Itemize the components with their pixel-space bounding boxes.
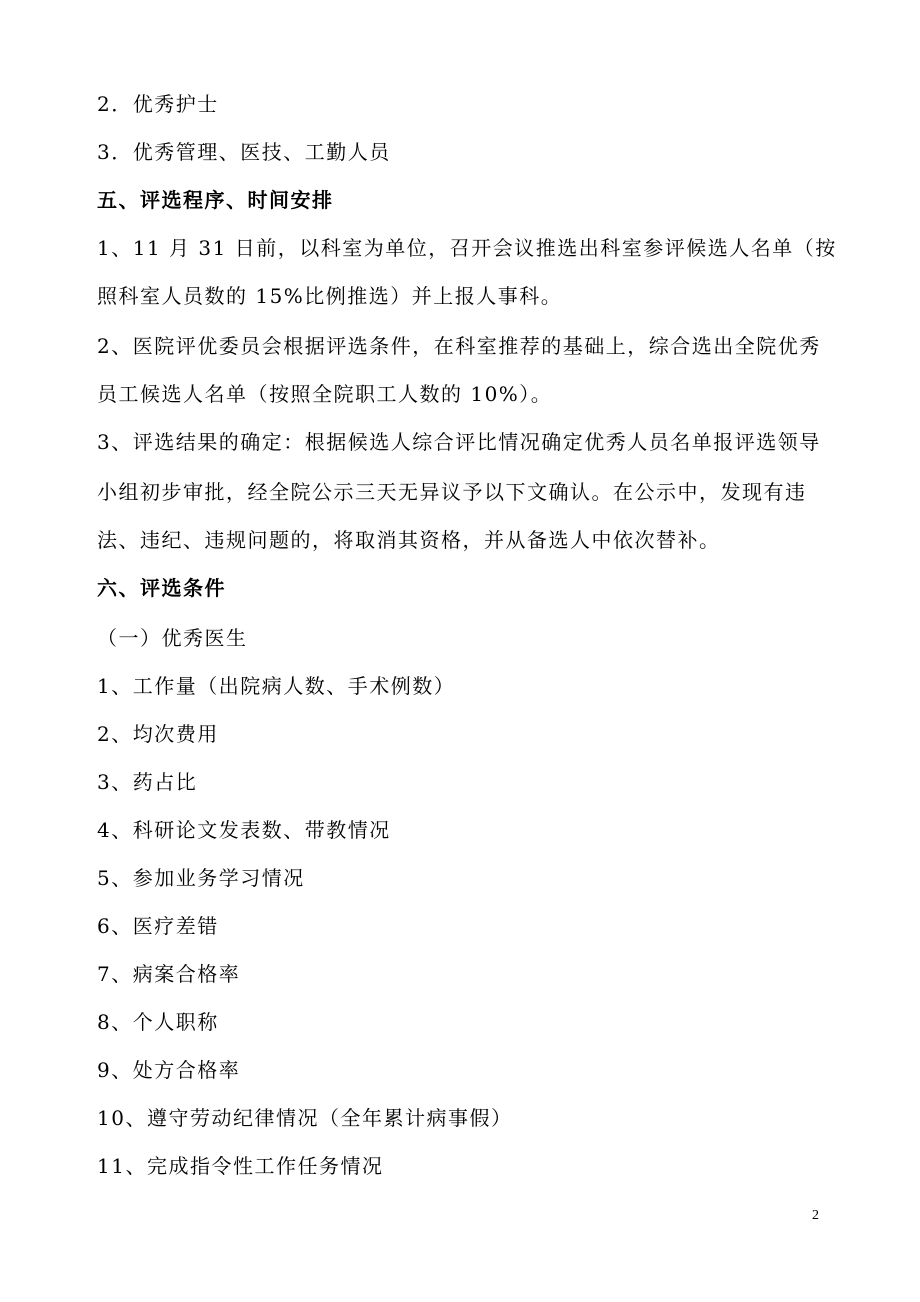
section-heading: 五、评选程序、时间安排 <box>97 188 334 212</box>
section-heading: 六、评选条件 <box>97 576 226 600</box>
text-line: （一）优秀医生 <box>97 626 248 650</box>
text-line: 法、违纪、违规问题的，将取消其资格，并从备选人中依次替补。 <box>97 528 721 552</box>
text-line: 4、科研论文发表数、带教情况 <box>97 818 391 842</box>
text-line: 8、个人职称 <box>97 1010 219 1034</box>
text-line: 10、遵守劳动纪律情况（全年累计病事假） <box>97 1106 513 1130</box>
text-line: 6、医疗差错 <box>97 914 219 938</box>
text-line: 小组初步审批，经全院公示三天无异议予以下文确认。在公示中，发现有违 <box>97 480 807 504</box>
text-line: 7、病案合格率 <box>97 962 241 986</box>
text-line: 3、评选结果的确定：根据候选人综合评比情况确定优秀人员名单报评选领导 <box>97 430 821 454</box>
text-line: 3、药占比 <box>97 770 198 794</box>
text-line: 照科室人员数的 15%比例推选）并上报人事科。 <box>97 284 563 308</box>
text-line: 11、完成指令性工作任务情况 <box>97 1154 384 1178</box>
text-line: 员工候选人名单（按照全院职工人数的 10%）。 <box>97 382 553 406</box>
page-number: 2 <box>812 1208 819 1223</box>
text-line: 2、医院评优委员会根据评选条件，在科室推荐的基础上，综合选出全院优秀 <box>97 334 821 358</box>
text-line: 9、处方合格率 <box>97 1058 241 1082</box>
text-line: 2、均次费用 <box>97 722 219 746</box>
text-line: 2．优秀护士 <box>97 92 219 116</box>
text-line: 5、参加业务学习情况 <box>97 866 305 890</box>
text-line: 3．优秀管理、医技、工勤人员 <box>97 140 391 164</box>
text-line: 1、11 月 31 日前，以科室为单位，召开会议推选出科室参评候选人名单（按 <box>97 236 837 260</box>
text-line: 1、工作量（出院病人数、手术例数） <box>97 674 456 698</box>
